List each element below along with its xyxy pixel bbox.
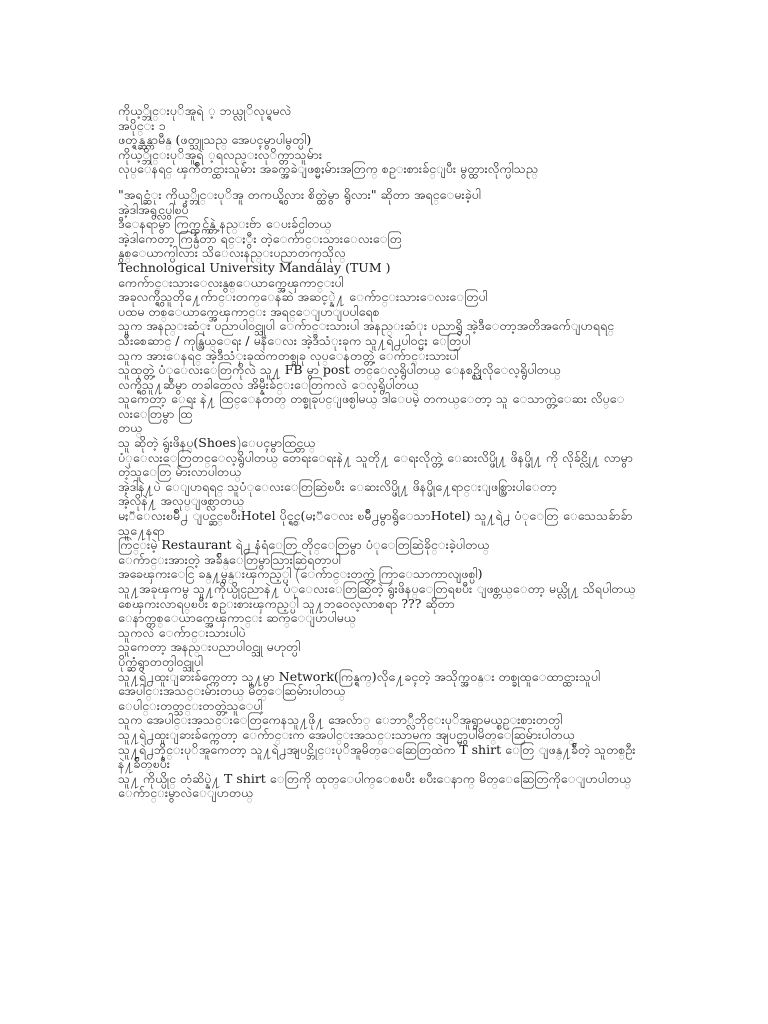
text-line: အဲ့ဒါအရွင္လွပါၿပီ: [118, 201, 189, 217]
text-line: သူထုတ္တဲ့ ပံုေလးေတြကိုလဲ သူ႔ FB မွာ post တင္ေလ့ရွိပါတယ္ ေနစဥ္လိုလိုေလ့ရွိပါတယ္: [118, 362, 561, 378]
text-line: အေပါင္းအသင္းမ်ားတယ္ မိတ္ေဆြမ်ားပါတယ္: [118, 683, 346, 699]
text-line: သူကေတာ့ အနည္းပညာပါ၀င္သူ မဟုတ္ပါ: [118, 639, 301, 655]
text-line: ဒီေနရာမွာ ကြက္တင္က်န္တဲ့ နည္းဗ်ာ ေပးခ်င္ပါတယ္: [118, 216, 332, 232]
text-line: Technological University Mandalay (TUM ): [118, 259, 391, 275]
text-line: ကြင္းမဲ့ Restaurant ရဲ႕ နံရံေတြ တိုင္ေတြမွာ ပံုေတြဆြဲခိုင္းခဲ့ပါတယ္: [118, 537, 490, 553]
text-line: သူက အားေနရင္ အဲ့ဒီသံုးခုထဲကတစ္ခုခု လုပ္ေနတတ္တဲ့ ေက်ာင္းသားပါ: [118, 347, 459, 363]
text-line: ကိုယ့္ဘိုင္းပုိအူရဲ ့ရလည္းလုိက္တာသူမ်ား: [118, 146, 323, 162]
text-line: အဲ့ဒါနဲ႔ပဲ ေျပာရရင္ သူပံုေလးေတြဆြဲၿပီး ေဆးလိပ္ဖို႔ ဖိနပ္ဖို႔ေရာင္းျဖစ္သြားပါေတာ့: [118, 478, 557, 494]
text-line: မႏၱေလးၿမိဳ႕ ျပင္ဆင္ၿပီးHotel ပိုင္ရွင္(မႏၱေလး ၿမိဳ႕မွာရွိေသာHotel) သူ႔ရဲ႕ ပံုေတြ ေသေသခ်ာခ်ာ သူ႔ေနရာ: [118, 508, 633, 538]
text-line: ေနာက္တစ္ေယာက္အေၾကာင္း ဆက္ေျပာပါမယ္: [118, 610, 356, 626]
text-line: သူ႔ ကိုယ္ပိုင္ တံဆိပ္နဲ႔ T shirt ေတြကို ထုတ္ေပါက္ေစၿပီး ၿပီးေနာက္ မိတ္ေဆြေတြကိုေျပာပါတယ္: [118, 770, 632, 786]
text-line: သူကေတာ့ ေရး နဲ႔ ထြင္ေနတတ္ တစ္ခုခုပင္ျဖစ္ပါမယ္ ဒါေပမဲ့ တကယ္ေတာ့ သူ ေသာက္တဲ့ေဆး လိပ္ေလးေတြမွာ ထြ: [118, 391, 625, 421]
text-line: သူ ဆိုတဲ့ ရွဴးဖိနပ္(Shoes)ေပၚမွာထြင္တယ္: [118, 435, 316, 451]
text-line: အဲ့ဒါကေတာ့ ကြန္ပ်ဴတာ ရင္ႏွီး တဲ့ေက်ာင္းသားေလးေတြ: [118, 230, 402, 246]
text-line: အခုလက္ရွိသူတို႔ေက်ာင္းတက္ေနဆဲ အဆင့္နဲ႔ ေက်ာင္းသားေလးေတြပါ: [118, 289, 488, 305]
text-line: သူကလဲ ေက်ာင္းသားပါပဲ: [118, 624, 246, 640]
text-line: ဖတ္ရန္ဆန္ကာမီန္ (ဖတ္သူသည္ အေပၚမွာပါမွတ္ပါ): [118, 132, 312, 148]
text-line: ပိုက္ဆံရွာတတ္ပါ၀င္သူပါ: [118, 653, 204, 669]
text-line: နွစ္ေယာက္ပါလား သိေလးနည္းပညာတကၠသိုလ္: [118, 245, 346, 261]
text-line: သူ႔ရဲ႕ဘိုင္းပုိအူကေတာ့ သူ႔ရဲ႕အျပင္ဘိုင္းပုိအူမိတ္ေဆြေတြထဲက T shirt ေတြ ျဖန္႔ခ်ီတဲ့ သူတစ္ဦးနဲ႔ခ်ိတ္ၿပီး: [118, 741, 636, 772]
text-line: လက္ရွိသူ႔ဆီမွာ တခါတေလ အိမ္နီးခ်င္းေတြကလဲ ေလ့ရွိပါတယ္: [118, 376, 419, 392]
text-line: ေက်ာင္းအားတဲ့ အခ်ိန္ေတြမွာသြားဆြဲရတာပါ: [118, 551, 341, 567]
document-body: [118, 104, 654, 801]
text-line: သီးစေဆာင္ / ကုန္သြယ္ေရး / မနၱေလး အဲ့ဒီသံုးခုက သူ႔ရဲ႕ပါ၀င္မႈ ေတြပါ: [118, 332, 471, 348]
text-line: တယ္: [118, 420, 143, 436]
text-line: ပထမ တစ္ေယာက္အေၾကာင္း အရင္ေျပာျပပါရေစ: [118, 303, 380, 319]
text-line: ကိုယ့္ဘိုင္းပုိအူရဲ ့ ဘယ္လုိလုပ္ရမလဲ: [118, 103, 292, 118]
text-line: သူက အေပါင္းအသင္းေတြကေနသူ႔ဖို႔ အေလ်ာ္ ေဘာ္လီဘိုင္းပုိအူရွာမယ္စဥ္းစားတတ္ပါ: [118, 712, 563, 728]
text-line: အပိုင္း ၁: [118, 117, 166, 133]
text-line: ေက်ာင္းမွာလဲေျပာတယ္: [118, 785, 254, 801]
text-line: သူ႔ရဲ႕ထူးျခားခ်က္ကေတာ့ သူ႔မွာ Network(ကြန္ရက္)လို႔ေခၚတဲ့ အသိုက္အ၀န္း တစ္ခုထူေထာင္ထားသူပါ: [118, 668, 601, 684]
text-line: အခေၾကးေငြ ခန္႔မွန္းၾကည့္ပါ (ေက်ာင္းတက္တဲ့ ကြာေသာကာလျဖစ္ပါ): [118, 566, 483, 582]
text-line: စေၾကးလာရပ္ၿပီး စဥ္းစားၾကည့္ပါ သူ႔ဘဝေလ့လာစရာ ??? ဆိုတာ: [118, 595, 455, 611]
text-line: "အရင္ဆံုး ကိုယ့္ဘိုင္းပုိအူ တကယ္ရွိလား စိတ္ထဲမွာ ရွိလား" ဆိုတာ အရင္ေမးခဲ့ပါ: [118, 186, 481, 202]
text-line: သူ႔ရဲ႕ထူးျခားခ်က္ကေတာ့ ေက်ာင္းက အေပါင္းအသင္းသာမက အျပင္မွာပါမိတ္ေဆြမ်ားပါတယ္: [118, 726, 575, 742]
text-line: ကေက်ာင္းသားေလးနွစ္ေယာက္အေၾကာင္းပါ: [118, 274, 344, 290]
text-line: သူ႔အခုၾကမွ သူ႔ကိုယ္ပိုင္ပညာနဲ႔ ပံုေလးေတြဆြဲတဲ့ ရွဴးဖိနပ္ေတြရၿပီး ျဖစ္တယ္ေတာ့ မယ္လို႔ သိရပါတယ္: [118, 581, 636, 596]
text-line: အဲ့လိုနဲ႔ အလုပ္ျဖစ္လာတယ္: [118, 493, 245, 509]
text-line: ပံုေလးေတြတင္ေလ့ရွိပါတယ္ တေရးေရးနဲ႔ သူတို႔ ေရးလိုက္တဲ့ ေဆးလိပ္ဖို႔ ဖိနပ္ဖို႔ ကို လိုခ်င္လို႔ လာမွာ: [118, 449, 633, 465]
text-line: သူက အနည္းဆံုး ပညာပါ၀င္သူပါ ေက်ာင္းသားပါ အနည္းဆံုး ပညာရွိ အဲ့ဒီေတာ့အတိအက်ေျပာရရင္: [118, 318, 615, 334]
text-line: ေပါင္းတတ္သင္းတတ္တဲ့သူေပါ့: [118, 697, 263, 713]
text-line: တဲ့သူေတြ မ်ားလာပါတယ္: [118, 464, 242, 480]
text-line: လုပ္ေနရင္ ၾကိဳတင္ထားသူမ်ား အခက္အခဲျဖစ္မႈမ်ားအတြက္ စဥ္းစားခ်င္ျပီး မွတ္ထားလိုက္ပါသည္: [118, 161, 538, 177]
